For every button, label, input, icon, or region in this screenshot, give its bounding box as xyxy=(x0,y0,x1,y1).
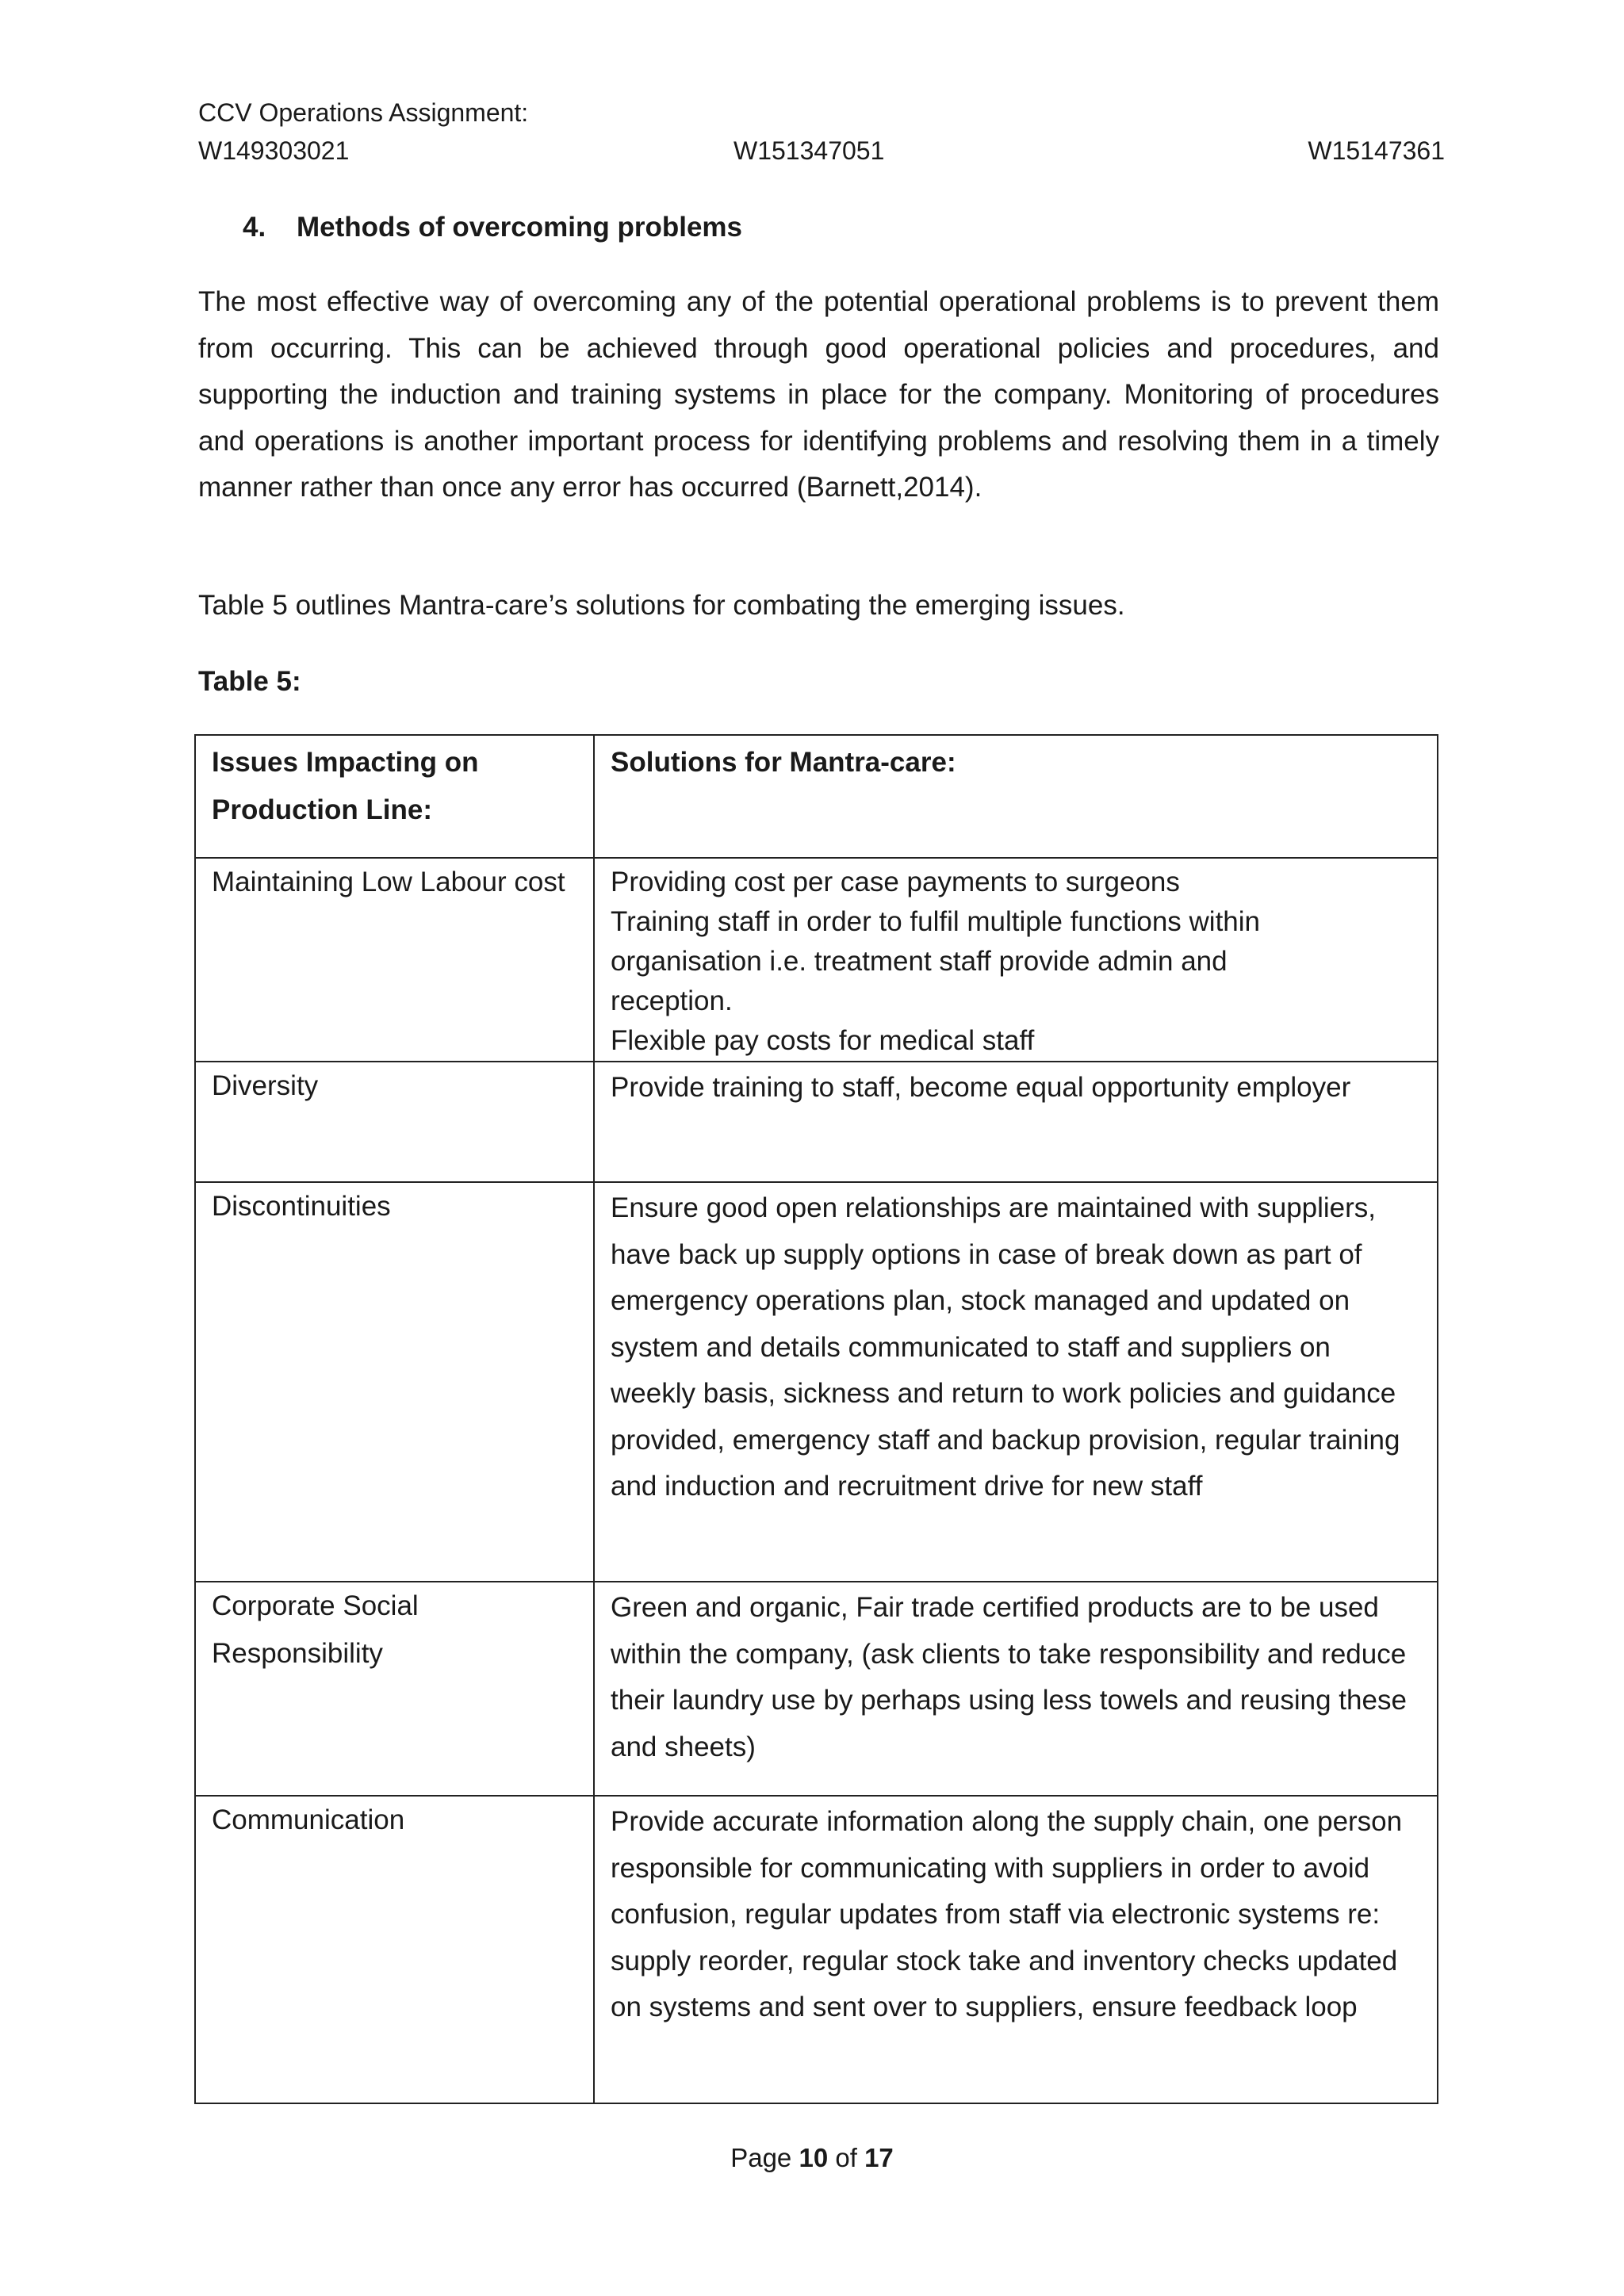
table-row xyxy=(195,1182,1438,1582)
page-footer xyxy=(0,2141,1624,2175)
table-row xyxy=(195,1796,1438,2103)
solution-line: Providing cost per case payments to surgeons xyxy=(611,867,1180,897)
issue-cell: Maintaining Low Labour cost xyxy=(195,858,594,1062)
issue-cell: Corporate Social Responsibility xyxy=(195,1582,594,1796)
student-id-1: W149303021 xyxy=(198,136,350,165)
solution-cell: Green and organic, Fair trade certified products are to be used within the company, (ask clients to take responsibility and reduce their laundry use by perhaps using less towels and reusing these and sheets) xyxy=(594,1582,1438,1796)
solutions-table xyxy=(194,734,1438,2104)
page-total: 17 xyxy=(864,2143,894,2172)
student-id-3: W15147361 xyxy=(1308,136,1445,165)
table-row xyxy=(195,1582,1438,1796)
solution-cell: Provide training to staff, become equal opportunity employer xyxy=(594,1062,1438,1182)
section-title: Methods of overcoming problems xyxy=(297,212,742,243)
table-intro-text: Table 5 outlines Mantra-care’s solutions for combating the emerging issues. xyxy=(198,590,1125,621)
student-id-2: W151347051 xyxy=(733,136,885,165)
solution-cell: Ensure good open relationships are maintained with suppliers, have back up supply options in case of break down as part of emergency operations plan, stock managed and updated on system and details communicated to staff and suppliers on weekly basis, sickness and return to work policies and guidance provided, emergency staff and backup provision, regular training and induction and recruitment drive for new staff xyxy=(594,1182,1438,1582)
table-row xyxy=(195,858,1438,1062)
section-heading xyxy=(243,210,742,245)
solution-line: Training staff in order to fulfil multiple functions within xyxy=(611,906,1260,937)
page-of: of xyxy=(835,2143,857,2172)
solution-line: organisation i.e. treatment staff provide admin and xyxy=(611,946,1228,977)
issue-cell: Discontinuities xyxy=(195,1182,594,1582)
page-current: 10 xyxy=(799,2143,829,2172)
solution-cell xyxy=(594,858,1438,1062)
solution-cell: Provide accurate information along the supply chain, one person responsible for communicating with suppliers in order to avoid confusion, regular updates from staff via electronic systems re: supply reorder, regular stock take and inventory checks updated on systems and sent over to suppliers, ensure feedback loop xyxy=(594,1796,1438,2103)
table-row xyxy=(195,1062,1438,1182)
body-paragraph: The most effective way of overcoming any of the potential operational problems is to prevent them from occurring. This can be achieved through good operational policies and procedures, and supporting the induction and training systems in place for the company. Monitoring of procedures and operations is another important process for identifying problems and resolving them in a timely manner rather than once any error has occurred (Barnett,2014). xyxy=(198,286,1439,503)
section-number: 4. xyxy=(243,212,266,243)
issue-cell: Communication xyxy=(195,1796,594,2103)
header-cell-issues: Issues Impacting on Production Line: xyxy=(195,735,594,858)
table-header-row xyxy=(195,735,1438,858)
table-label: Table 5: xyxy=(198,666,301,697)
header-title: CCV Operations Assignment: xyxy=(198,98,529,127)
issue-cell: Diversity xyxy=(195,1062,594,1182)
solution-line: reception. xyxy=(611,985,733,1016)
page-prefix: Page xyxy=(730,2143,792,2172)
solution-line: Flexible pay costs for medical staff xyxy=(611,1025,1035,1056)
header-cell-solutions: Solutions for Mantra-care: xyxy=(594,735,1438,858)
